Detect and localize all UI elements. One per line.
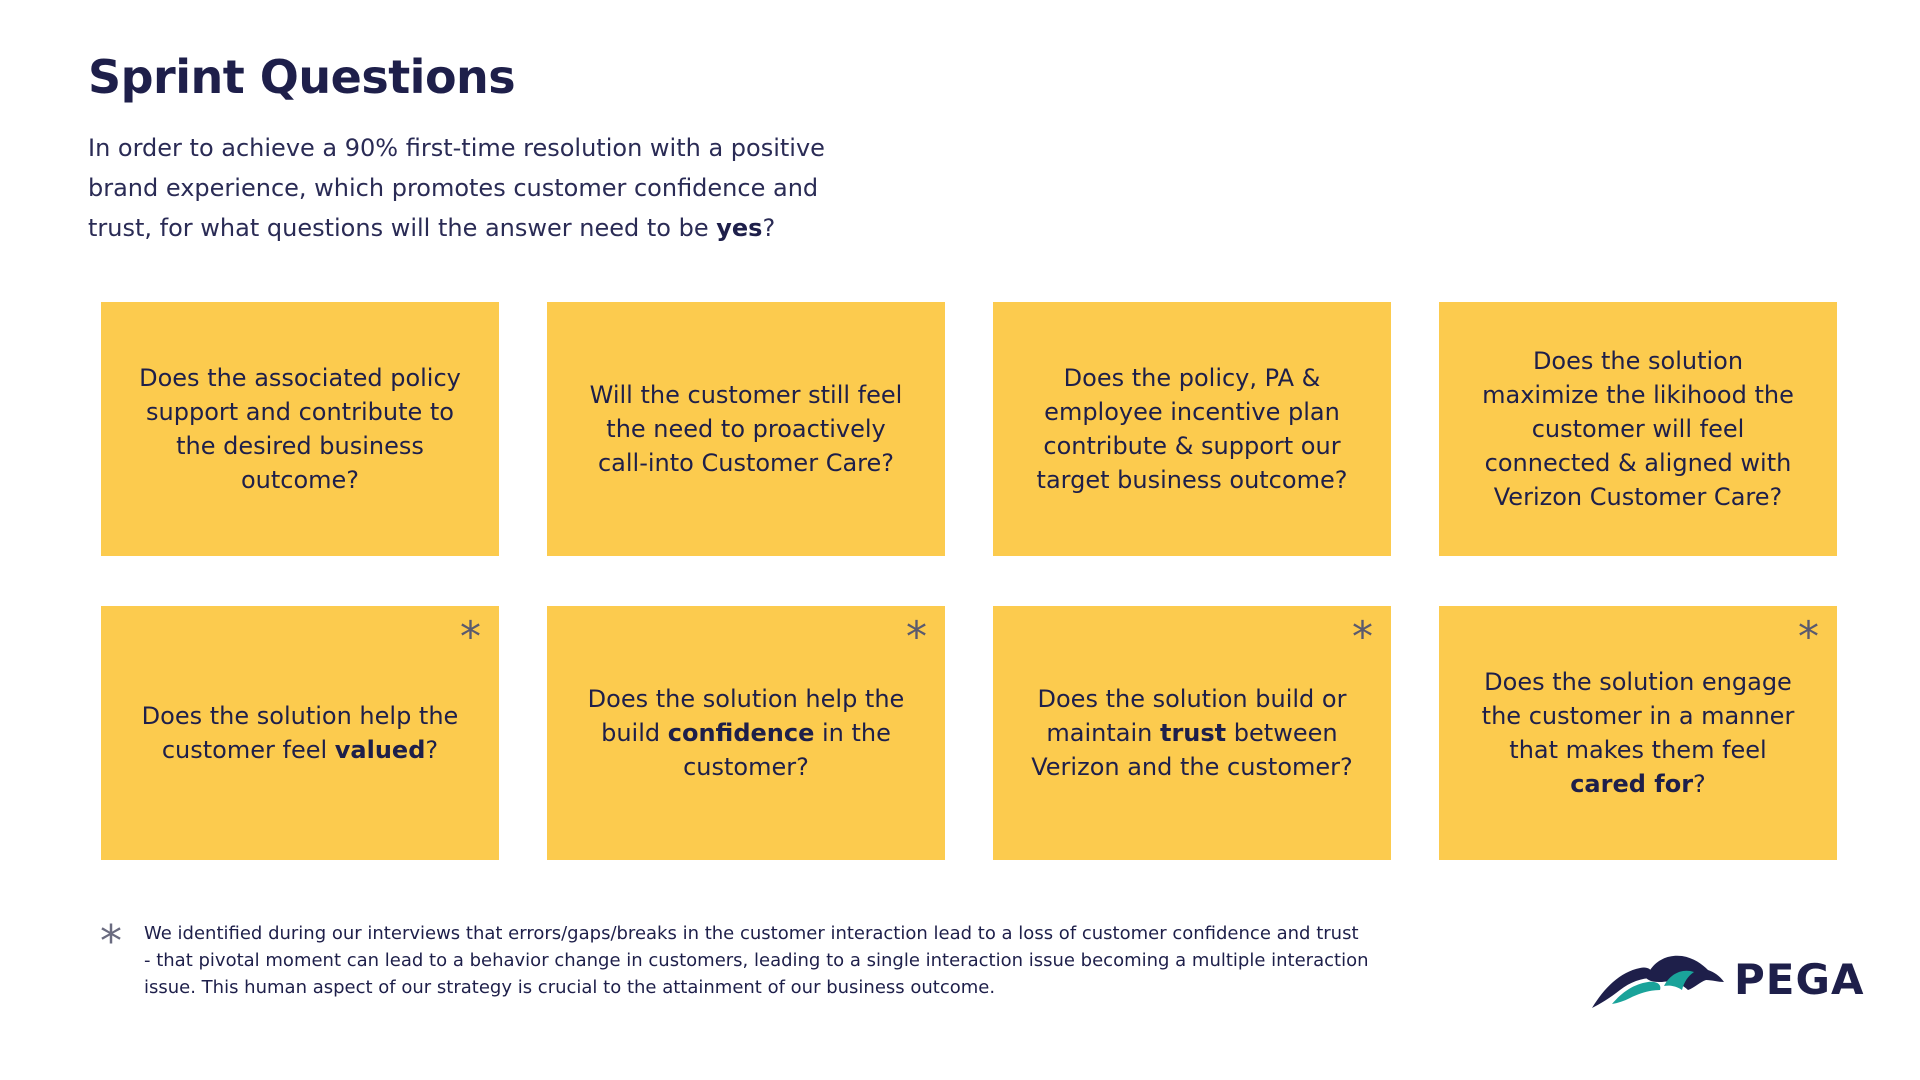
question-text-start: Does the solution maximize the likihood the customer will feel connected & aligned with Verizon Customer Care? xyxy=(1482,347,1794,511)
question-card xyxy=(1439,606,1837,860)
footnote-text: We identified during our interviews that errors/gaps/breaks in the customer interaction lead to a loss of customer confidence and trust - that pivotal moment can lead to a behavior change in customers, leading to a single interaction issue becoming a multiple interaction issue. This human aspect of our strategy is crucial to the attainment of our business outcome. xyxy=(144,923,1369,998)
question-text xyxy=(1475,344,1801,514)
question-text-start: Does the solution help the build xyxy=(587,685,905,747)
question-text xyxy=(137,699,463,767)
asterisk-icon: * xyxy=(1352,612,1373,661)
asterisk-icon: * xyxy=(906,612,927,661)
intro-emphasis: yes xyxy=(716,214,763,242)
question-text xyxy=(583,682,909,784)
question-text xyxy=(1029,361,1355,497)
question-text xyxy=(1029,682,1355,784)
page-title: Sprint Questions xyxy=(88,50,516,104)
pega-logo xyxy=(1590,948,1864,1010)
question-text xyxy=(1475,665,1801,801)
question-card xyxy=(101,302,499,556)
question-text-end: between Verizon and the customer? xyxy=(1031,719,1353,781)
question-card xyxy=(993,302,1391,556)
question-card xyxy=(1439,302,1837,556)
question-text-start: Does the solution engage the customer in a manner that makes them feel xyxy=(1481,668,1795,764)
footnote xyxy=(100,916,1370,1001)
question-card xyxy=(547,302,945,556)
question-text xyxy=(137,361,463,497)
question-text-end: ? xyxy=(425,736,439,764)
question-emphasis: confidence xyxy=(667,719,815,747)
question-text-start: Does the solution build or maintain xyxy=(1037,685,1347,747)
intro-paragraph xyxy=(88,128,848,248)
question-text xyxy=(583,378,909,480)
question-text-end: ? xyxy=(1693,770,1706,798)
question-emphasis: trust xyxy=(1160,719,1227,747)
question-grid xyxy=(101,302,1837,860)
question-emphasis: valued xyxy=(334,736,426,764)
intro-text-start: In order to achieve a 90% first-time resolution with a positive brand experience, which promotes customer confidence and trust, for what questions will the answer need to be xyxy=(88,134,825,242)
intro-text-end: ? xyxy=(762,214,776,242)
question-text-start: Does the policy, PA & employee incentive plan contribute & support our target business outcome? xyxy=(1036,364,1348,494)
question-text-start: Does the associated policy support and contribute to the desired business outcome? xyxy=(139,364,461,494)
question-card xyxy=(547,606,945,860)
question-card xyxy=(993,606,1391,860)
asterisk-icon: * xyxy=(100,916,122,967)
question-text-start: Does the solution help the customer feel xyxy=(141,702,459,764)
question-text-end: in the customer? xyxy=(683,719,891,781)
question-text-start: Will the customer still feel the need to proactively call-into Customer Care? xyxy=(589,381,903,477)
asterisk-icon: * xyxy=(1798,612,1819,661)
question-emphasis: cared for xyxy=(1570,770,1694,798)
question-card xyxy=(101,606,499,860)
logo-wordmark: PEGA xyxy=(1734,954,1865,1004)
asterisk-icon: * xyxy=(460,612,481,661)
pegasus-logo-icon xyxy=(1590,948,1730,1010)
